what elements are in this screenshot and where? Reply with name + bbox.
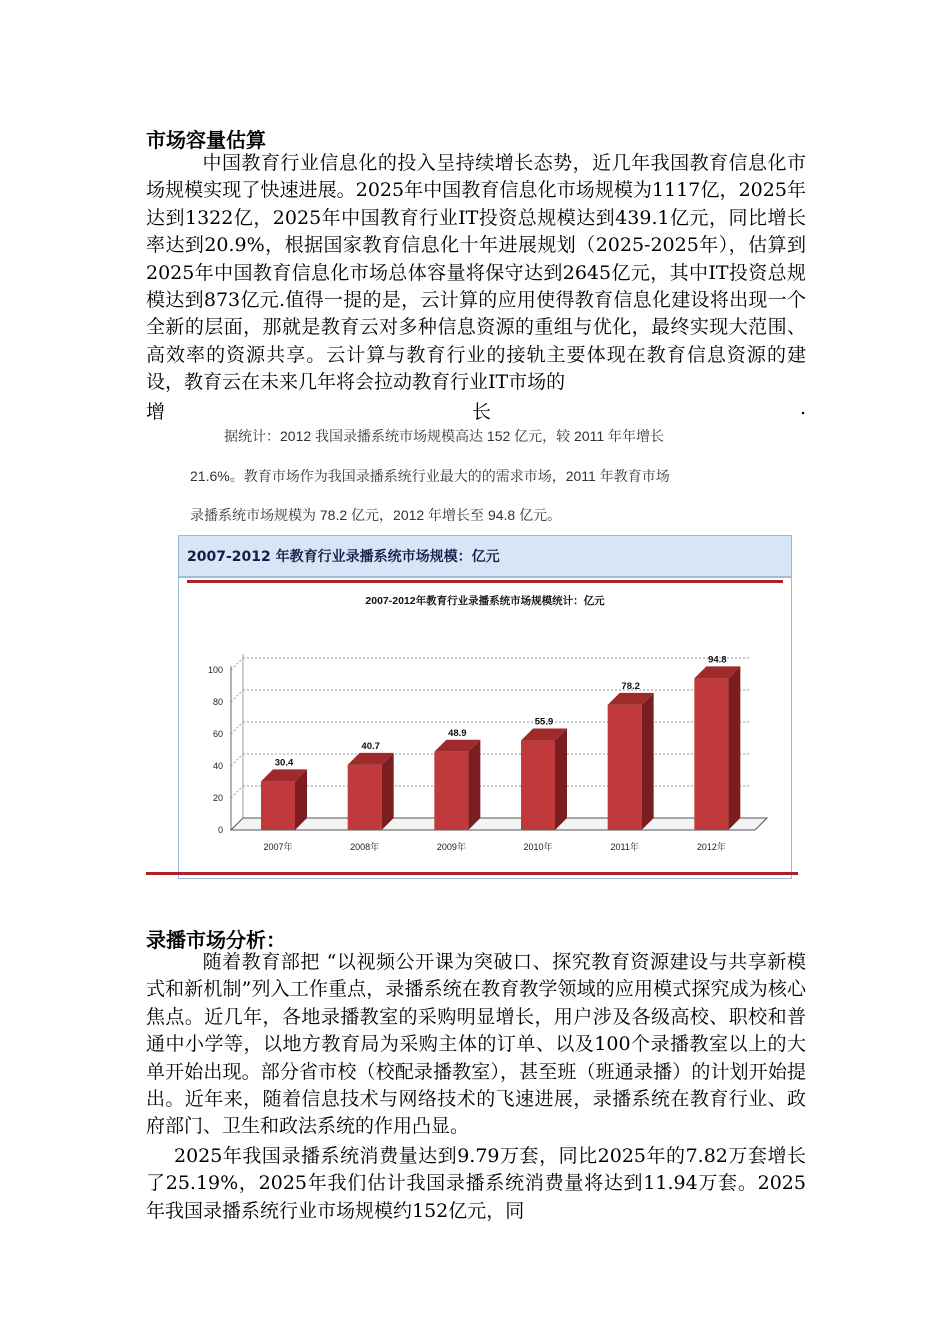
last-line-word-2: 长 bbox=[472, 401, 492, 423]
y-tick-label: 100 bbox=[207, 665, 223, 675]
market-capacity-text: 中国教育行业信息化的投入呈持续增长态势，近几年我国教育信息化市场规模实现了快速进展。2025年中国教育信息化市场规模为1117亿，2025年达到1322亿，2025年中国教育行业IT投资总规模达到439.1亿元，同比增长率达到20.9%，根据国家教育信息化十年进展规划（2025-2025年），估算到2025年中国教育信息化市场总体容量将保守达到2645亿元，其中IT投资总规模达到873亿元.值得一提的是，云计算的应用使得教育信息化建设将出现一个全新的层面，那就是教育云对多种信息资源的重组与优化，最终实现大范围、高效率的资源共享。云计算与教育行业的接轨主要体现在教育信息资源的建设，教育云在未来几年将会拉动教育行业IT市场的 bbox=[146, 152, 806, 394]
section-heading-recording-market: 录播市场分析： bbox=[146, 928, 286, 952]
bar-front bbox=[694, 678, 728, 830]
bar-value-label: 30.4 bbox=[274, 757, 294, 769]
bar-value-label: 48.9 bbox=[448, 727, 467, 739]
recording-market-text-2: 2025年我国录播系统消费量达到9.79万套，同比2025年的7.82万套增长了25.19%，2025年我们估计我国录播系统消费量将达到11.94万套。2025年我国录播系统行业市场规模约152亿元，同 bbox=[146, 1145, 806, 1222]
bar-side bbox=[382, 753, 394, 830]
bar-value-label: 78.2 bbox=[621, 680, 640, 692]
bar-side bbox=[555, 729, 567, 830]
y-tick-label: 0 bbox=[217, 825, 223, 835]
recording-market-paragraph-2 bbox=[146, 1143, 806, 1225]
bar-front bbox=[261, 781, 295, 830]
x-tick-label: 2007年 bbox=[263, 842, 293, 852]
recording-market-paragraph-1 bbox=[146, 949, 806, 1141]
bar-chart bbox=[179, 584, 791, 884]
x-tick-label: 2012年 bbox=[696, 842, 726, 852]
chart-floor bbox=[231, 818, 767, 830]
gridline-side bbox=[231, 690, 243, 702]
chart-title: 2007-2012年教育行业录播系统市场规模统计：亿元 bbox=[365, 595, 605, 607]
x-tick-label: 2008年 bbox=[350, 842, 380, 852]
section-heading-market-capacity: 市场容量估算 bbox=[146, 128, 266, 152]
last-line-word-1: 增 bbox=[146, 401, 166, 423]
last-line-period: . bbox=[799, 397, 806, 419]
y-tick-label: 40 bbox=[212, 761, 223, 771]
bar-front bbox=[521, 741, 555, 830]
bar-side bbox=[728, 666, 740, 830]
stats-line-2: 21.6%。教育市场作为我国录播系统行业最大的的需求市场，2011 年教育市场 bbox=[190, 468, 670, 484]
bar-side bbox=[642, 693, 654, 830]
gridline-side bbox=[231, 722, 243, 734]
chart-bottom-red-rule bbox=[146, 872, 798, 875]
x-tick-label: 2011年 bbox=[610, 842, 639, 852]
gridline-side bbox=[231, 658, 243, 670]
y-tick-label: 60 bbox=[212, 729, 223, 739]
stats-line-3: 录播系统市场规模为 78.2 亿元，2012 年增长至 94.8 亿元。 bbox=[190, 507, 562, 523]
chart-panel bbox=[178, 535, 792, 879]
bar-front bbox=[608, 705, 642, 830]
x-tick-label: 2009年 bbox=[436, 842, 466, 852]
gridline-side bbox=[231, 786, 243, 798]
recording-market-text-1: 随着教育部把 “以视频公开课为突破口、探究教育资源建设与共享新模式和新机制”列入工作重点，录播系统在教育教学领域的应用模式探究成为核心焦点。近几年，各地录播教室的采购明显增长，用户涉及各级高校、职校和普通中小学等，以地方教育局为采购主体的订单、以及100个录播教室以上的大单开始出现。部分省市校（校配录播教室），甚至班（班通录播）的计划开始提出。近年来，随着信息技术与网络技术的飞速进展，录播系统在教育行业、政府部门、卫生和政法系统的作用凸显。 bbox=[146, 951, 806, 1138]
bar-front bbox=[434, 752, 468, 830]
y-tick-label: 20 bbox=[212, 793, 223, 803]
bar-side bbox=[468, 740, 480, 830]
chart-top-red-rule bbox=[187, 580, 783, 583]
x-tick-label: 2010年 bbox=[523, 842, 553, 852]
stats-line-1: 据统计：2012 我国录播系统市场规模高达 152 亿元，较 2011 年年增长 bbox=[224, 428, 665, 444]
chart-panel-header bbox=[179, 536, 791, 578]
bar-value-label: 55.9 bbox=[534, 716, 554, 728]
market-capacity-paragraph bbox=[146, 150, 806, 397]
bar-value-label: 40.7 bbox=[361, 740, 380, 752]
bar-front bbox=[348, 765, 382, 830]
bar-value-label: 94.8 bbox=[708, 654, 727, 666]
justified-last-line bbox=[146, 397, 806, 424]
y-tick-label: 80 bbox=[212, 697, 223, 707]
chart-panel-header-title: 2007-2012 年教育行业录播系统市场规模：亿元 bbox=[187, 549, 500, 565]
gridline-side bbox=[231, 754, 243, 766]
